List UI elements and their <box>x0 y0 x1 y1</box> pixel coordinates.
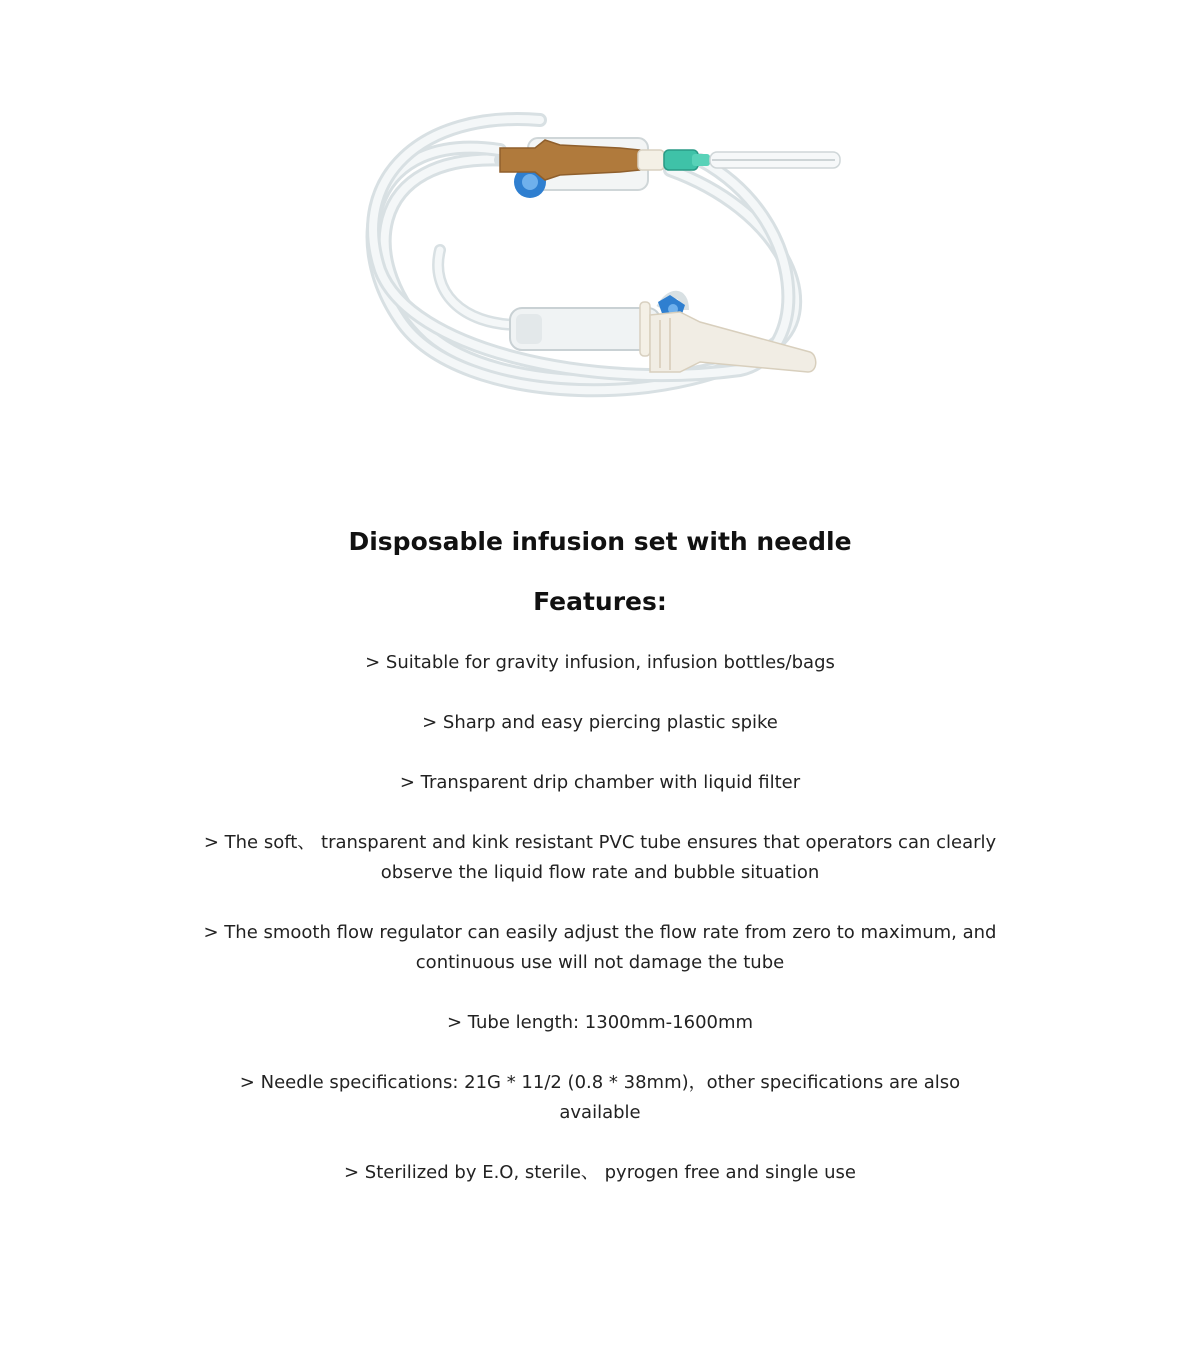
feature-item: > Sterilized by E.O, sterile、 pyrogen free and single use <box>343 1162 857 1183</box>
feature-item: > Transparent drip chamber with liquid filter <box>399 772 801 793</box>
feature-item: > The soft、 transparent and kink resistant PVC tube ensures that operators can clearly observe the liquid flow rate and bubble situation <box>203 832 997 883</box>
product-title: Disposable infusion set with needle <box>348 527 852 556</box>
features-list <box>200 648 1000 1218</box>
product-photo <box>340 90 860 420</box>
features-heading: Features: <box>533 587 667 616</box>
feature-item: > The smooth flow regulator can easily adjust the flow rate from zero to maximum, and continuous use will not damage the tube <box>203 922 997 973</box>
feature-item: > Tube length: 1300mm-1600mm <box>446 1012 754 1033</box>
feature-item: > Suitable for gravity infusion, infusion bottles/bags <box>365 652 835 673</box>
feature-item: > Sharp and easy piercing plastic spike <box>422 712 778 733</box>
feature-item: > Needle specifications: 21G * 11/2 (0.8 * 38mm)，other specifications are also available <box>239 1072 961 1123</box>
